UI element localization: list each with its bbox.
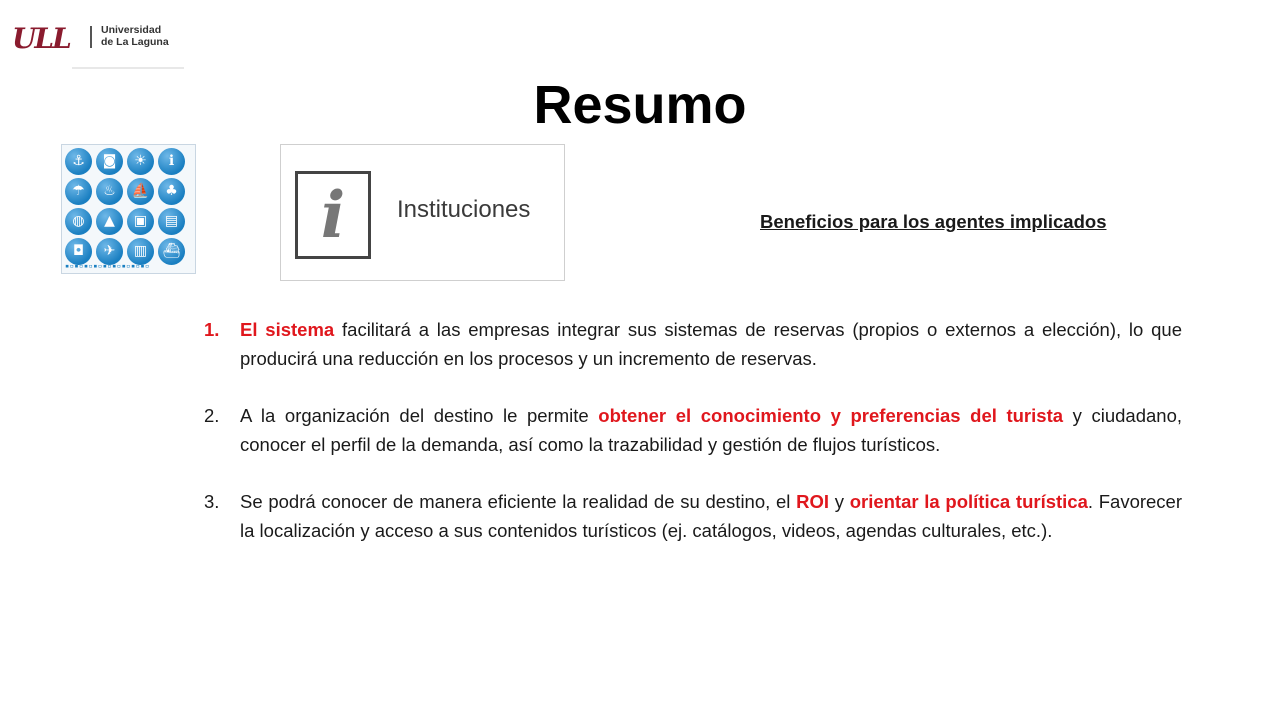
plane-icon: ✈	[96, 238, 123, 265]
beach-icon: ♨	[96, 178, 123, 205]
highlight-text: El sistema	[240, 319, 335, 340]
item-number: 2.	[204, 405, 220, 426]
ull-logo-mark: ULL	[12, 22, 70, 55]
item-text: A la organización del destino le permite	[240, 405, 599, 426]
highlight-text: obtener el conocimiento y preferencias del turista	[598, 405, 1064, 426]
list-item	[204, 487, 1182, 545]
info-sign-icon: i	[295, 171, 371, 259]
ship-icon: ⛴	[158, 238, 185, 265]
item-text: facilitará a las empresas integrar sus sistemas de reservas (propios o externos a elección), lo que producirá una reducción en los procesos y un incremento de reservas.	[240, 319, 1182, 369]
train-icon: ▥	[127, 238, 154, 265]
benefits-subtitle: Beneficios para los agentes implicados	[760, 211, 1107, 232]
sailboat-icon: ⛵	[127, 178, 154, 205]
highlight-text: ROI	[796, 491, 829, 512]
logo-divider	[72, 67, 184, 69]
highlight-text: orientar la política turística	[849, 491, 1088, 512]
item-text: Se podrá conocer de manera eficiente la realidad de su destino, el	[240, 491, 797, 512]
globe-icon: ◍	[65, 208, 92, 235]
item-text: . Favorecer la localización y acceso a sus contenidos turísticos (ej. catálogos, videos, agendas culturales, etc.).	[240, 491, 1183, 541]
palm-icon: ♣	[158, 178, 185, 205]
logo-separator	[90, 26, 92, 48]
item-number: 1.	[204, 319, 220, 340]
slide-title: Resumo	[533, 75, 747, 135]
camera-icon: ◙	[96, 148, 123, 175]
car-icon: ◘	[65, 238, 92, 265]
list-item	[204, 401, 1182, 459]
bus-icon: ▣	[127, 208, 154, 235]
small-icons-strip: ▪▫▪▫▪▫▪▫▪▫▪▫▪▫▪▫▪▫	[65, 262, 150, 270]
item-text: y ciudadano, conocer el perfil de la demanda, así como la trazabilidad y gestión de flujos turísticos.	[240, 405, 1182, 455]
item-number: 3.	[204, 491, 220, 512]
tourism-icons-image	[61, 144, 196, 274]
benefits-list	[204, 315, 1182, 573]
tent-icon: ▲	[96, 208, 123, 235]
institutions-image	[280, 144, 565, 281]
luggage-icon: ▤	[158, 208, 185, 235]
logo-line-2: de La Laguna	[101, 36, 169, 48]
umbrella-icon: ☂	[65, 178, 92, 205]
sun-icon: ☀	[127, 148, 154, 175]
logo-line-1: Universidad	[101, 24, 162, 36]
anchor-icon: ⚓	[65, 148, 92, 175]
list-item	[204, 315, 1182, 373]
logo-text	[101, 24, 169, 48]
item-text: y	[829, 491, 850, 512]
institutions-label: Instituciones	[397, 196, 531, 223]
info-icon: ℹ	[158, 148, 185, 175]
university-logo	[10, 18, 180, 70]
